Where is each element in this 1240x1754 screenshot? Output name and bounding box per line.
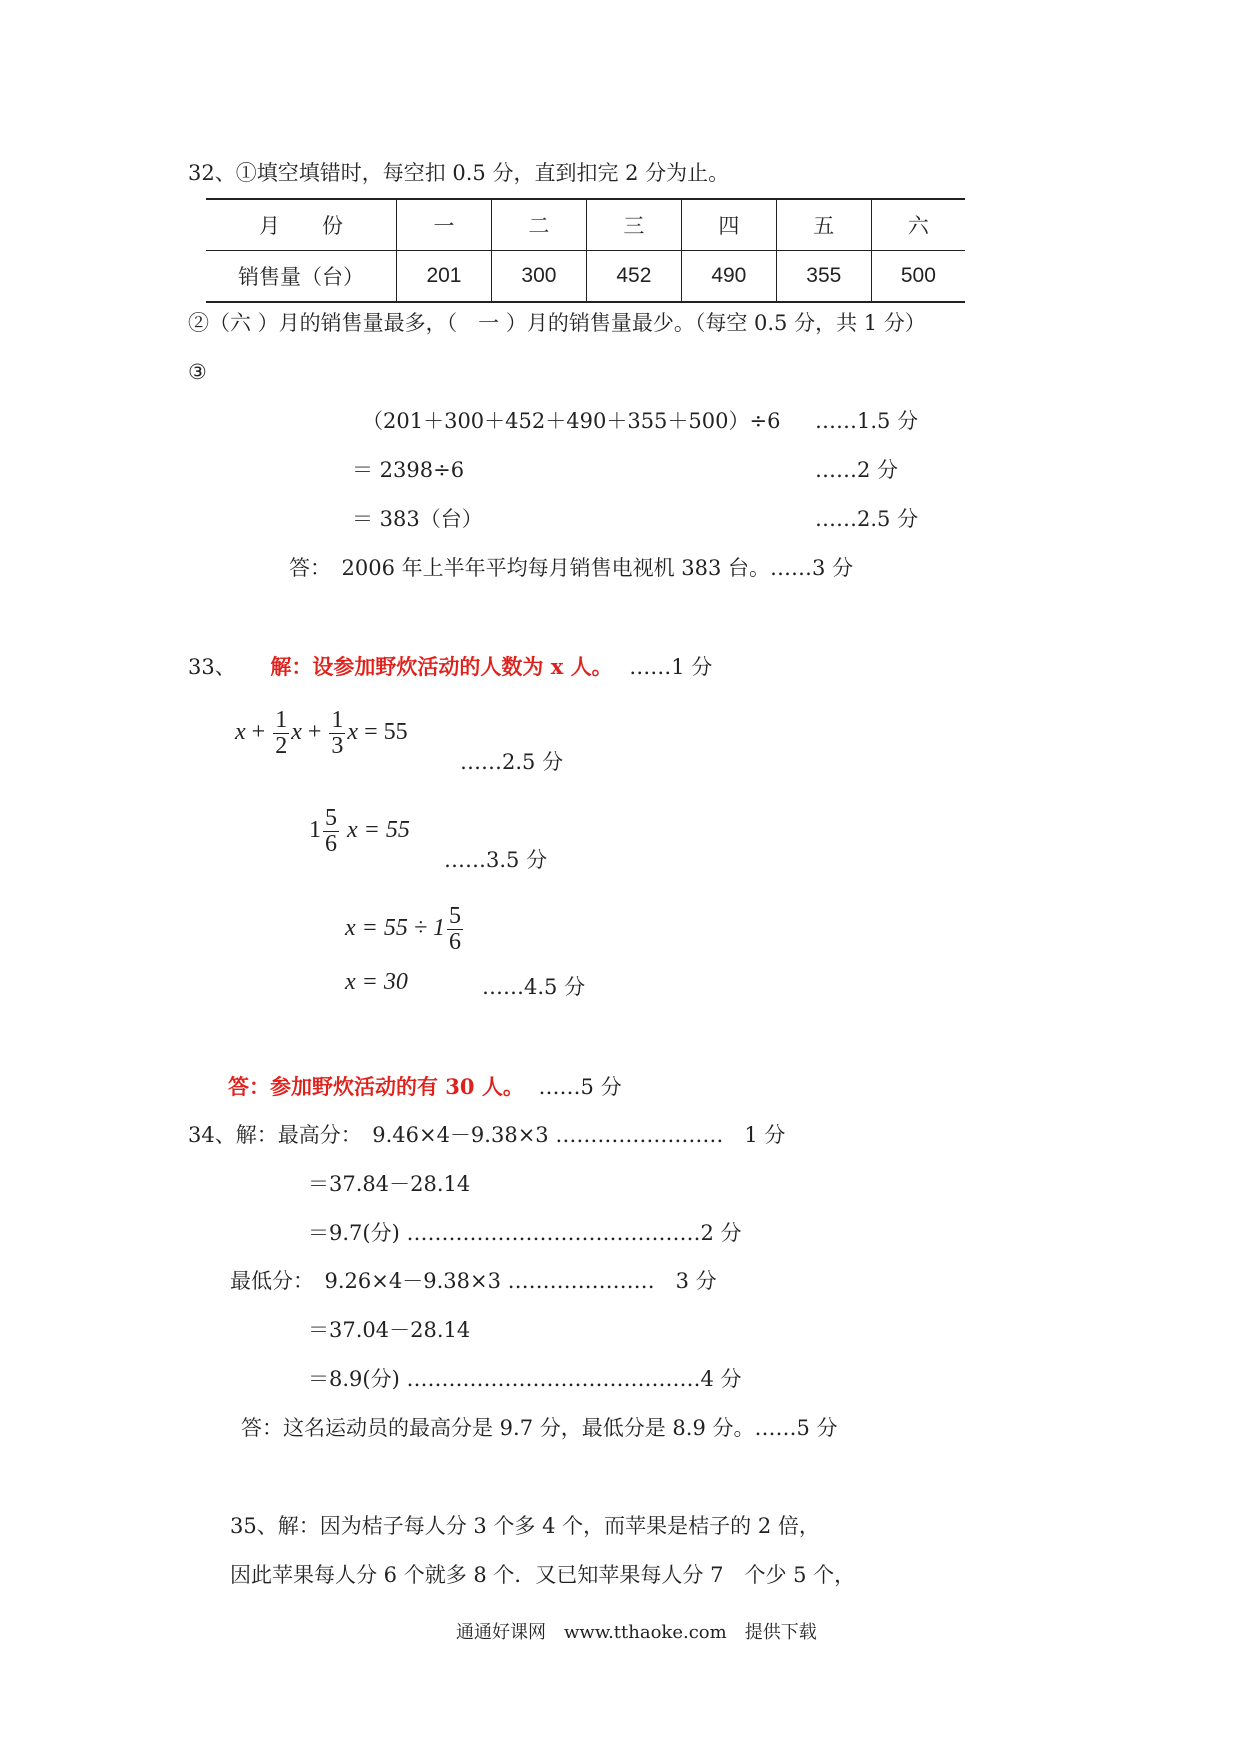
- q34-line-1: 34、解：最高分： 9.46×4－9.38×3 …………………… 1 分: [188, 1123, 786, 1147]
- q35-line-1: 35、解：因为桔子每人分 3 个多 4 个，而苹果是桔子的 2 倍，: [230, 1514, 820, 1538]
- q33-setup-score: ……1 分: [629, 655, 713, 679]
- equation-1: x + $\frac{1}{2}$ x + $\frac{1}{3}$ x = 55: [235, 707, 408, 760]
- month-cell: 二: [491, 199, 586, 251]
- equation-2: 1 $\frac{5}{6}$ x = 55: [309, 805, 410, 858]
- q33-setup-line: [188, 656, 712, 678]
- q34-line-2: ＝37.84－28.14: [308, 1172, 471, 1196]
- calc-expr: ＝ 383（台）: [352, 507, 483, 531]
- q35-line-2: 因此苹果每人分 6 个就多 8 个．又已知苹果每人分 7 个少 5 个，: [230, 1563, 856, 1587]
- q33-number: 33、: [188, 655, 236, 679]
- eq2-score: ……3.5 分: [444, 848, 548, 872]
- month-cell: 一: [397, 199, 492, 251]
- equation-4: x = 30: [345, 969, 408, 995]
- fraction: $\frac{1}{2}$: [275, 707, 288, 760]
- month-cell: 六: [871, 199, 965, 251]
- fraction: $\frac{5}{6}$: [449, 903, 462, 956]
- equation-3: x = 55 ÷ 1 $\frac{5}{6}$: [345, 903, 462, 956]
- q34-line-6: ＝8.9(分) ……………………………………4 分: [308, 1367, 742, 1391]
- value-cell: 500: [871, 251, 965, 303]
- value-cell: 355: [776, 251, 871, 303]
- month-cell: 五: [776, 199, 871, 251]
- q33-answer-score: ……5 分: [538, 1075, 622, 1099]
- table-row: [206, 199, 965, 251]
- month-cell: 三: [586, 199, 681, 251]
- q32-title: 32、①填空填错时，每空扣 0.5 分，直到扣完 2 分为止。: [188, 161, 730, 185]
- q34-line-5: ＝37.04－28.14: [308, 1318, 471, 1342]
- calc-score: ……2.5 分: [815, 507, 919, 531]
- fraction: $\frac{1}{3}$: [331, 707, 344, 760]
- calc-score: ……1.5 分: [815, 409, 919, 433]
- table-row: [206, 251, 965, 303]
- q32-answer: 答： 2006 年上半年平均每月销售电视机 383 台。……3 分: [289, 556, 854, 580]
- header-label: 月 份: [206, 199, 397, 251]
- q33-answer-line: [228, 1076, 622, 1098]
- q32-mark3: ③: [188, 360, 207, 384]
- calc-score: ……2 分: [815, 458, 899, 482]
- eq4-score: ……4.5 分: [482, 975, 586, 999]
- row-label: 销售量（台）: [206, 251, 397, 303]
- q33-setup: 解：设参加野炊活动的人数为 x 人。: [270, 654, 613, 679]
- fraction: $\frac{5}{6}$: [325, 805, 337, 858]
- month-cell: 四: [681, 199, 776, 251]
- value-cell: 300: [491, 251, 586, 303]
- calc-expr: ＝ 2398÷6: [352, 458, 465, 482]
- value-cell: 452: [586, 251, 681, 303]
- q33-answer: 答：参加野炊活动的有 30 人。: [228, 1074, 524, 1099]
- value-cell: 201: [397, 251, 492, 303]
- eq1-score: ……2.5 分: [460, 750, 564, 774]
- q34-line-3: ＝9.7(分) ……………………………………2 分: [308, 1221, 742, 1245]
- q34-answer: 答：这名运动员的最高分是 9.7 分，最低分是 8.9 分。……5 分: [241, 1416, 838, 1440]
- q32-line2: ②（六 ）月的销售量最多，（ 一 ）月的销售量最少。（每空 0.5 分，共 1 分）: [188, 311, 926, 335]
- sales-table: [206, 198, 965, 303]
- calc-expr: （201＋300＋452＋490＋355＋500）÷6: [362, 409, 781, 433]
- page-footer: 通通好课网 www.tthaoke.com 提供下载: [456, 1622, 817, 1643]
- q34-line-4: 最低分： 9.26×4－9.38×3 ………………… 3 分: [230, 1269, 717, 1293]
- value-cell: 490: [681, 251, 776, 303]
